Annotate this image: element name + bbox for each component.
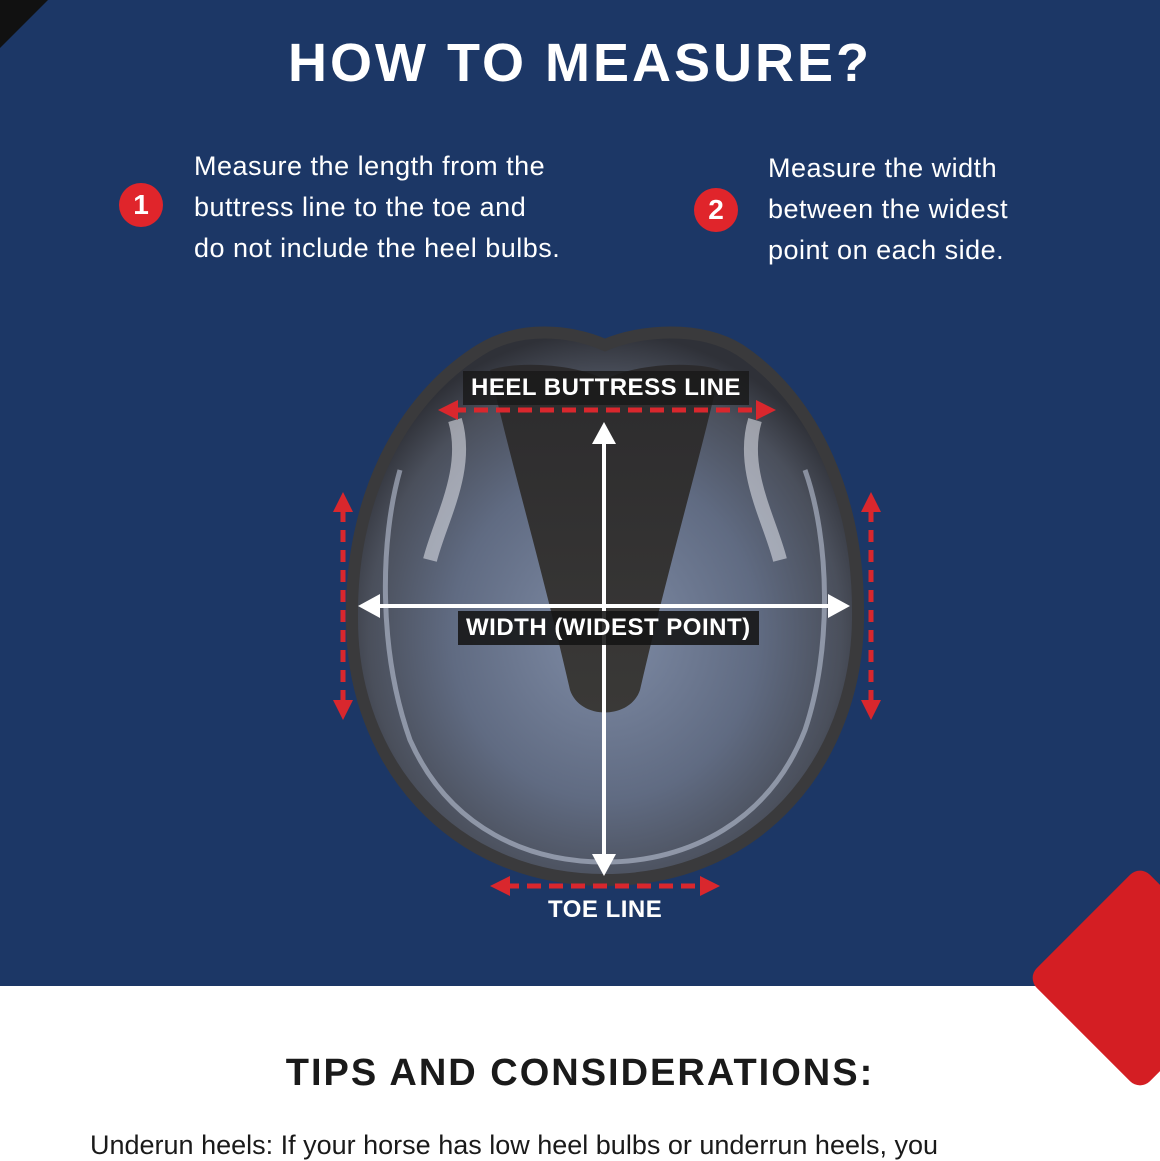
page-title: HOW TO MEASURE? (288, 33, 872, 93)
side-arrow-left-bottom (333, 700, 353, 720)
step-1-line: do not include the heel bulbs. (194, 233, 561, 263)
tips-title: TIPS AND CONSIDERATIONS: (285, 1052, 875, 1094)
side-arrow-left-top (333, 492, 353, 512)
side-arrow-right-top (861, 492, 881, 512)
side-arrow-right-bottom (861, 700, 881, 720)
tips-text: Underun heels: If your horse has low heel bulbs or underrun heels, you (90, 1130, 939, 1160)
step-2-line: Measure the width (768, 153, 998, 183)
toe-arrow-right (700, 876, 720, 896)
heel-buttress-label: HEEL BUTTRESS LINE (463, 371, 749, 405)
step-1-badge: 1 (119, 183, 163, 227)
step-2-line: point on each side. (768, 235, 1005, 265)
toe-arrow-left (490, 876, 510, 896)
step-1-line: buttress line to the toe and (194, 192, 527, 222)
step-1-line: Measure the length from the (194, 151, 546, 181)
step-2-badge: 2 (694, 188, 738, 232)
toe-line-label: TOE LINE (548, 896, 663, 923)
step-2-line: between the widest (768, 194, 1009, 224)
width-label: WIDTH (WIDEST POINT) (458, 611, 759, 645)
